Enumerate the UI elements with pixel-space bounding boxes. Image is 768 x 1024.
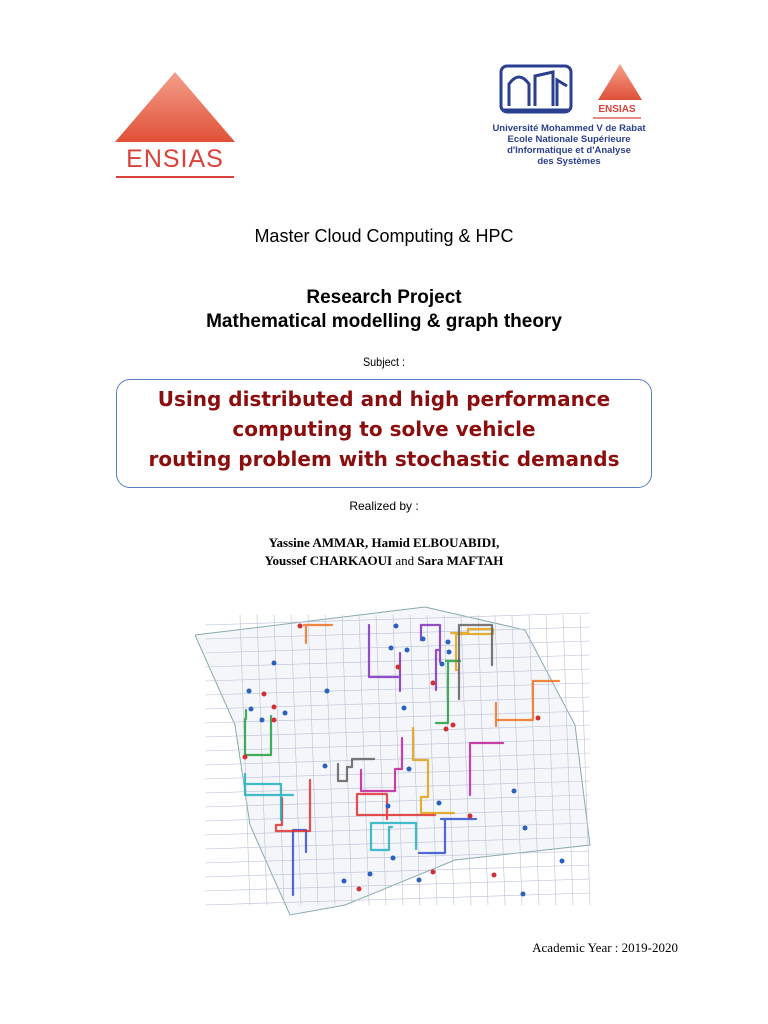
triangle-shape (115, 72, 235, 142)
subject-line: computing to solve vehicle (232, 417, 536, 441)
ensias-logo-underline (116, 176, 234, 178)
ensias-small-text: ENSIAS (598, 104, 636, 115)
author-name: Sara MAFTAH (417, 553, 504, 568)
triangle-shape (598, 64, 642, 100)
university-line: Université Mohammed V de Rabat (492, 123, 646, 134)
subject-line: Using distributed and high performance (157, 387, 611, 411)
authors-line-1: Yassine AMMAR, Hamid ELBOUABIDI, (268, 535, 500, 550)
realized-by-label: Realized by : (349, 499, 419, 513)
academic-year: Academic Year : 2019-2020 (532, 940, 678, 955)
author-conjunction: and (395, 553, 415, 568)
subject-line: routing problem with stochastic demands (148, 447, 620, 471)
authors-line-2 (0, 553, 768, 569)
course-title: Mathematical modelling & graph theory (206, 311, 562, 332)
university-line: Ecole Nationale Supérieure (507, 134, 631, 145)
vehicle-routing-map-image (195, 605, 605, 925)
university-emblem-icon (501, 66, 571, 112)
subject-label: Subject : (362, 355, 406, 369)
university-line: des Systèmes (537, 156, 601, 167)
program-title: Master Cloud Computing & HPC (254, 226, 514, 246)
ensias-logo-text: ENSIAS (126, 145, 224, 173)
project-type-title: Research Project (306, 287, 462, 308)
author-name: Youssef CHARKAOUI (264, 553, 393, 568)
university-line: d'Informatique et d'Analyse (507, 145, 631, 156)
